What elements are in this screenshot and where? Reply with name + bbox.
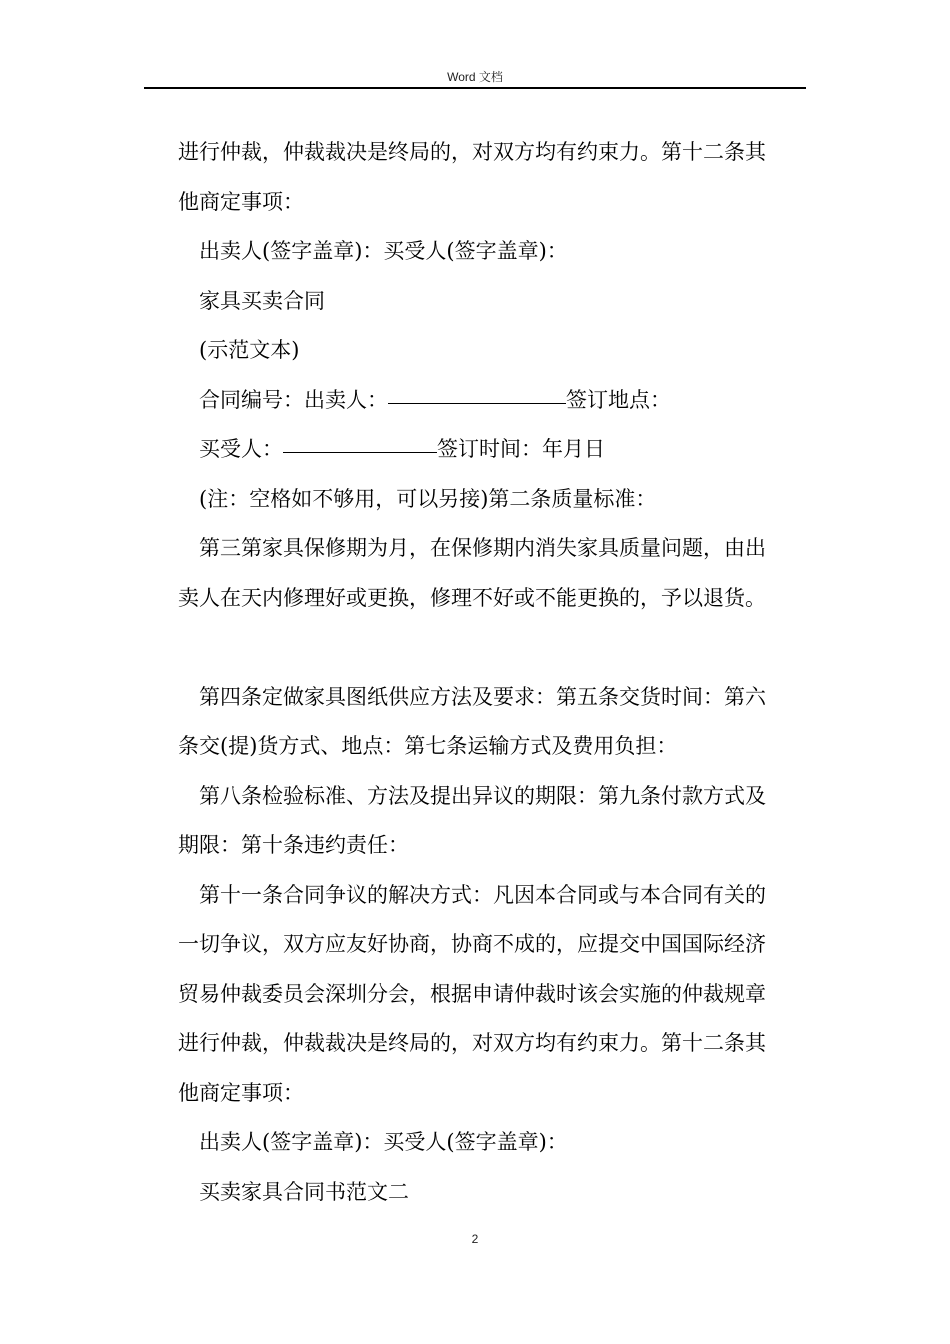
text-segment: 签订时间：年月日 <box>437 437 605 461</box>
text-line: 他商定事项： <box>178 1080 304 1105</box>
text-line: 第十一条合同争议的解决方式：凡因本合同或与本合同有关的 <box>199 882 766 907</box>
blank-line <box>178 623 808 673</box>
text-line: 进行仲裁，仲裁裁决是终局的，对双方均有约束力。第十二条其 <box>178 140 766 164</box>
text-line: 他商定事项： <box>178 189 304 214</box>
contract-number-line <box>178 376 808 426</box>
signature-line: 出卖人(签字盖章)：买受人(签字盖章)： <box>199 1130 568 1154</box>
blank-underline <box>388 402 566 404</box>
text-line: 第八条检验标准、方法及提出异议的期限：第九条付款方式及 <box>199 783 766 808</box>
signature-line: 出卖人(签字盖章)：买受人(签字盖章)： <box>199 239 568 263</box>
contract-subtitle: (示范文本) <box>199 338 300 362</box>
document-body <box>178 128 808 1217</box>
paragraph-arbitration-continued <box>178 128 808 227</box>
text-segment: 合同编号：出卖人： <box>199 387 388 412</box>
text-line: 第四条定做家具图纸供应方法及要求：第五条交货时间：第六 <box>199 684 766 709</box>
buyer-line <box>178 425 808 475</box>
note-paragraph: (注：空格如不够用，可以另接)第二条质量标准： <box>199 486 657 511</box>
blank-underline <box>283 451 437 453</box>
text-line: 贸易仲裁委员会深圳分会，根据申请仲裁时该会实施的仲裁规章 <box>178 981 766 1006</box>
paragraph-inspection <box>178 772 808 871</box>
paragraph-dispute <box>178 871 808 1119</box>
document-header: Word 文档 <box>447 70 503 84</box>
header-rule <box>144 87 806 89</box>
paragraph-delivery <box>178 673 808 772</box>
text-line: 进行仲裁，仲裁裁决是终局的，对双方均有约束力。第十二条其 <box>178 1031 766 1055</box>
contract-title: 家具买卖合同 <box>199 288 325 313</box>
text-line: 卖人在天内修理好或更换，修理不好或不能更换的，予以退货。 <box>178 585 766 610</box>
text-segment: 签订地点： <box>566 387 671 412</box>
text-line: 第三第家具保修期为月，在保修期内消失家具质量问题，由出 <box>199 536 766 560</box>
text-line: 条交(提)货方式、地点：第七条运输方式及费用负担： <box>178 734 678 758</box>
page-number: 2 <box>471 1232 479 1246</box>
text-segment: 买受人： <box>199 437 283 461</box>
paragraph-warranty <box>178 524 808 623</box>
text-line: 期限：第十条违约责任： <box>178 833 409 857</box>
section-heading: 买卖家具合同书范文二 <box>199 1179 409 1204</box>
text-line: 一切争议，双方应友好协商，协商不成的，应提交中国国际经济 <box>178 932 766 956</box>
